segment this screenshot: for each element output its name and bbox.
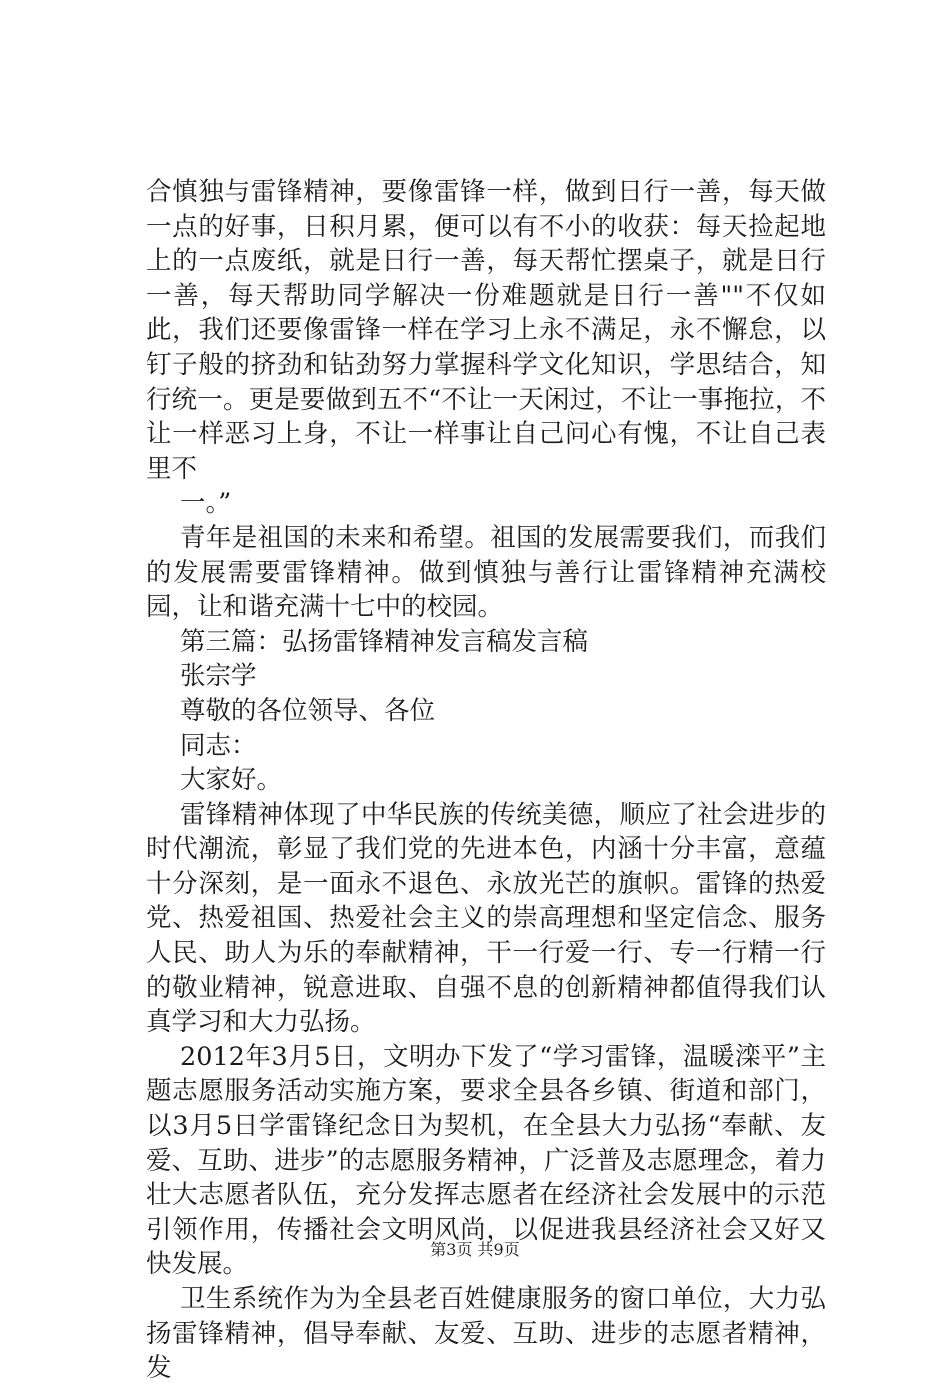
author-name: 张宗学 bbox=[180, 661, 257, 692]
greeting: 大家好。 bbox=[180, 765, 283, 796]
paragraph: 青年是祖国的未来和希望。祖国的发展需要我们，而我们的发展需要雷锋精神。做到慎独与善行让雷锋精神充满校园，让和谐充满十七中的校园。 bbox=[146, 522, 826, 623]
page-footer bbox=[0, 1240, 950, 1260]
section-heading: 第三篇：弘扬雷锋精神发言稿发言稿 bbox=[180, 626, 589, 657]
paragraph: 卫生系统作为为全县老百姓健康服务的窗口单位，大力弘扬雷锋精神，倡导奉献、友爱、互助、进步的志愿者精神，发 bbox=[146, 1284, 826, 1384]
paragraph: 2012年3月5日，文明办下发了“学习雷锋，温暖滦平”主题志愿服务活动实施方案，要求全县各乡镇、街道和部门，以3月5日学雷锋纪念日为契机，在全县大力弘扬“奉献、友爱、互助、进步”的志愿服务精神，广泛普及志愿理念，着力壮大志愿者队伍，充分发挥志愿者在经济社会发展中的示范引领作用，传播社会文明风尚，以促进我县经济社会又好又快发展。 bbox=[146, 1041, 826, 1280]
salutation: 同志： bbox=[180, 730, 257, 761]
page-indicator: 第3页 共9页 bbox=[430, 1240, 520, 1259]
salutation: 尊敬的各位领导、各位 bbox=[180, 695, 436, 726]
paragraph: 合慎独与雷锋精神，要像雷锋一样，做到日行一善，每天做一点的好事，日积月累，便可以有不小的收获：每天捡起地上的一点废纸，就是日行一善，每天帮忙摆桌子，就是日行一善，每天帮助同学解决一份难题就是日行一善""不仅如此，我们还要像雷锋一样在学习上永不满足，永不懈怠，以钉子般的挤劲和钻劲努力掌握科学文化知识，学思结合，知行统一。更是要做到五不“不让一天闲过，不让一事拖拉，不让一样恶习上身，不让一样事让自己问心有愧，不让自己表里不 bbox=[146, 177, 826, 484]
paragraph: 一。” bbox=[180, 488, 232, 519]
document-body bbox=[146, 175, 826, 1386]
paragraph: 雷锋精神体现了中华民族的传统美德，顺应了社会进步的时代潮流，彰显了我们党的先进本色，内涵十分丰富，意蕴十分深刻，是一面永不退色、永放光芒的旗帜。雷锋的热爱党、热爱祖国、热爱社会主义的崇高理想和坚定信念、服务人民、助人为乐的奉献精神，干一行爱一行、专一行精一行的敬业精神，锐意进取、自强不息的创新精神都值得我们认真学习和大力弘扬。 bbox=[146, 799, 826, 1038]
